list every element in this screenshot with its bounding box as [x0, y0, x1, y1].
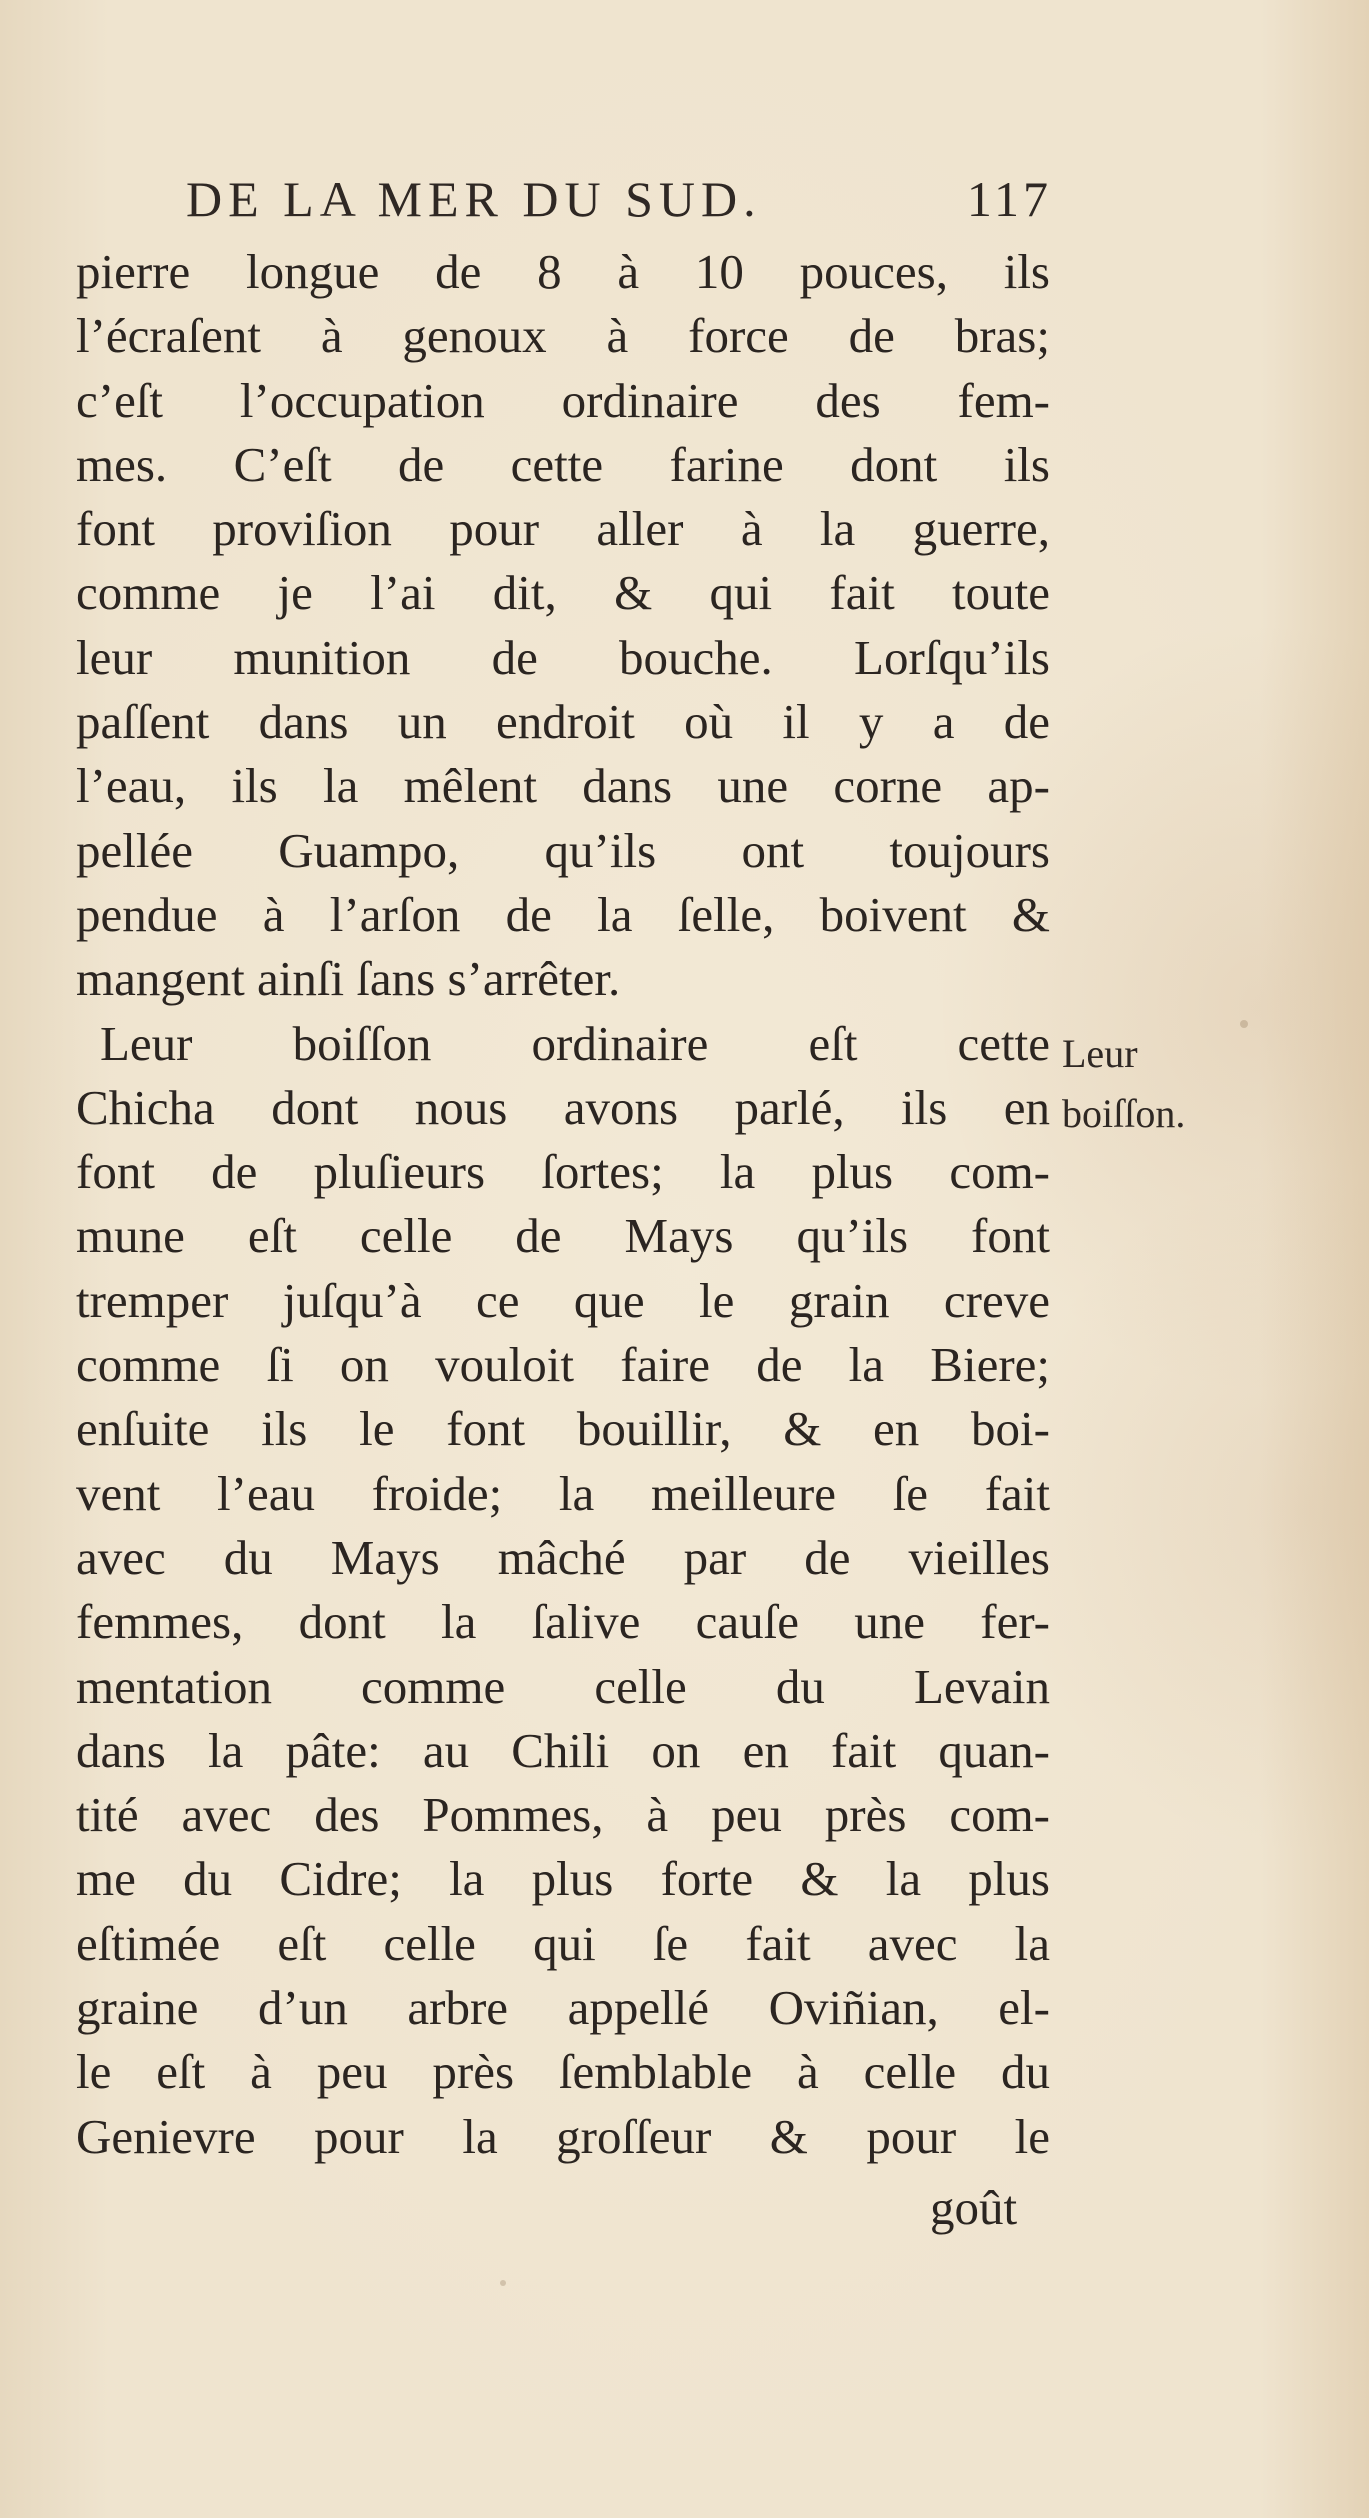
text-line: graine d’un arbre appellé Oviñian, el-: [76, 1980, 1050, 2036]
paper-stain: [500, 2280, 506, 2286]
text-line: l’eau, ils la mêlent dans une corne ap-: [76, 758, 1050, 814]
text-line: pellée Guampo, qu’ils ont toujours: [76, 822, 1050, 878]
text-line: leur munition de bouche. Lorſqu’ils: [76, 629, 1050, 685]
text-line: Chicha dont nous avons parlé, ils en: [76, 1079, 1050, 1135]
text-line: femmes, dont la ſalive cauſe une fer-: [76, 1594, 1050, 1650]
text-line: dans la pâte: au Chili on en fait quan-: [76, 1722, 1050, 1778]
text-line: comme ſi on vouloit faire de la Biere;: [76, 1337, 1050, 1393]
page-number: 117: [966, 171, 1052, 227]
text-line: me du Cidre; la plus forte & la plus: [76, 1851, 1050, 1907]
text-line: avec du Mays mâché par de vieilles: [76, 1529, 1050, 1585]
text-line: mes. C’eſt de cette farine dont ils: [76, 436, 1050, 492]
text-line: Leur boiſſon ordinaire eſt cette: [100, 1015, 1050, 1071]
text-line: font proviſion pour aller à la guerre,: [76, 501, 1050, 557]
text-line: Genievre pour la groſſeur & pour le: [76, 2108, 1050, 2164]
text-line: vent l’eau froide; la meilleure ſe fait: [76, 1465, 1050, 1521]
text-line: mune eſt celle de Mays qu’ils font: [76, 1208, 1050, 1264]
text-line: pendue à l’arſon de la ſelle, boivent &: [76, 886, 1050, 942]
text-line: mentation comme celle du Levain: [76, 1658, 1050, 1714]
catchword: goût: [930, 2180, 1018, 2235]
text-line: pierre longue de 8 à 10 pouces, ils: [76, 244, 1050, 299]
text-line: l’écraſent à genoux à force de bras;: [76, 308, 1050, 364]
text-line: mangent ainſi ſans s’arrêter.: [76, 951, 621, 1007]
text-line: paſſent dans un endroit où il y a de: [76, 694, 1050, 750]
margin-note: [1062, 1024, 1232, 1144]
text-line: tremper juſqu’à ce que le grain creve: [76, 1272, 1050, 1328]
margin-note-line: boiſſon.: [1062, 1091, 1186, 1136]
margin-note-line: Leur: [1062, 1031, 1138, 1076]
text-line: c’eſt l’occupation ordinaire des fem-: [76, 372, 1050, 428]
running-head: [186, 170, 1052, 240]
text-line: tité avec des Pommes, à peu près com-: [76, 1787, 1050, 1843]
running-head-title: DE LA MER DU SUD.: [186, 171, 762, 227]
text-line: font de pluſieurs ſortes; la plus com-: [76, 1144, 1050, 1200]
paper-stain: [1240, 1020, 1248, 1028]
text-line: eſtimée eſt celle qui ſe fait avec la: [76, 1915, 1050, 1971]
text-line: enſuite ils le font bouillir, & en boi-: [76, 1401, 1050, 1457]
text-line: comme je l’ai dit, & qui fait toute: [76, 565, 1050, 621]
text-line: le eſt à peu près ſemblable à celle du: [76, 2044, 1050, 2100]
body-text: [76, 240, 1050, 2169]
